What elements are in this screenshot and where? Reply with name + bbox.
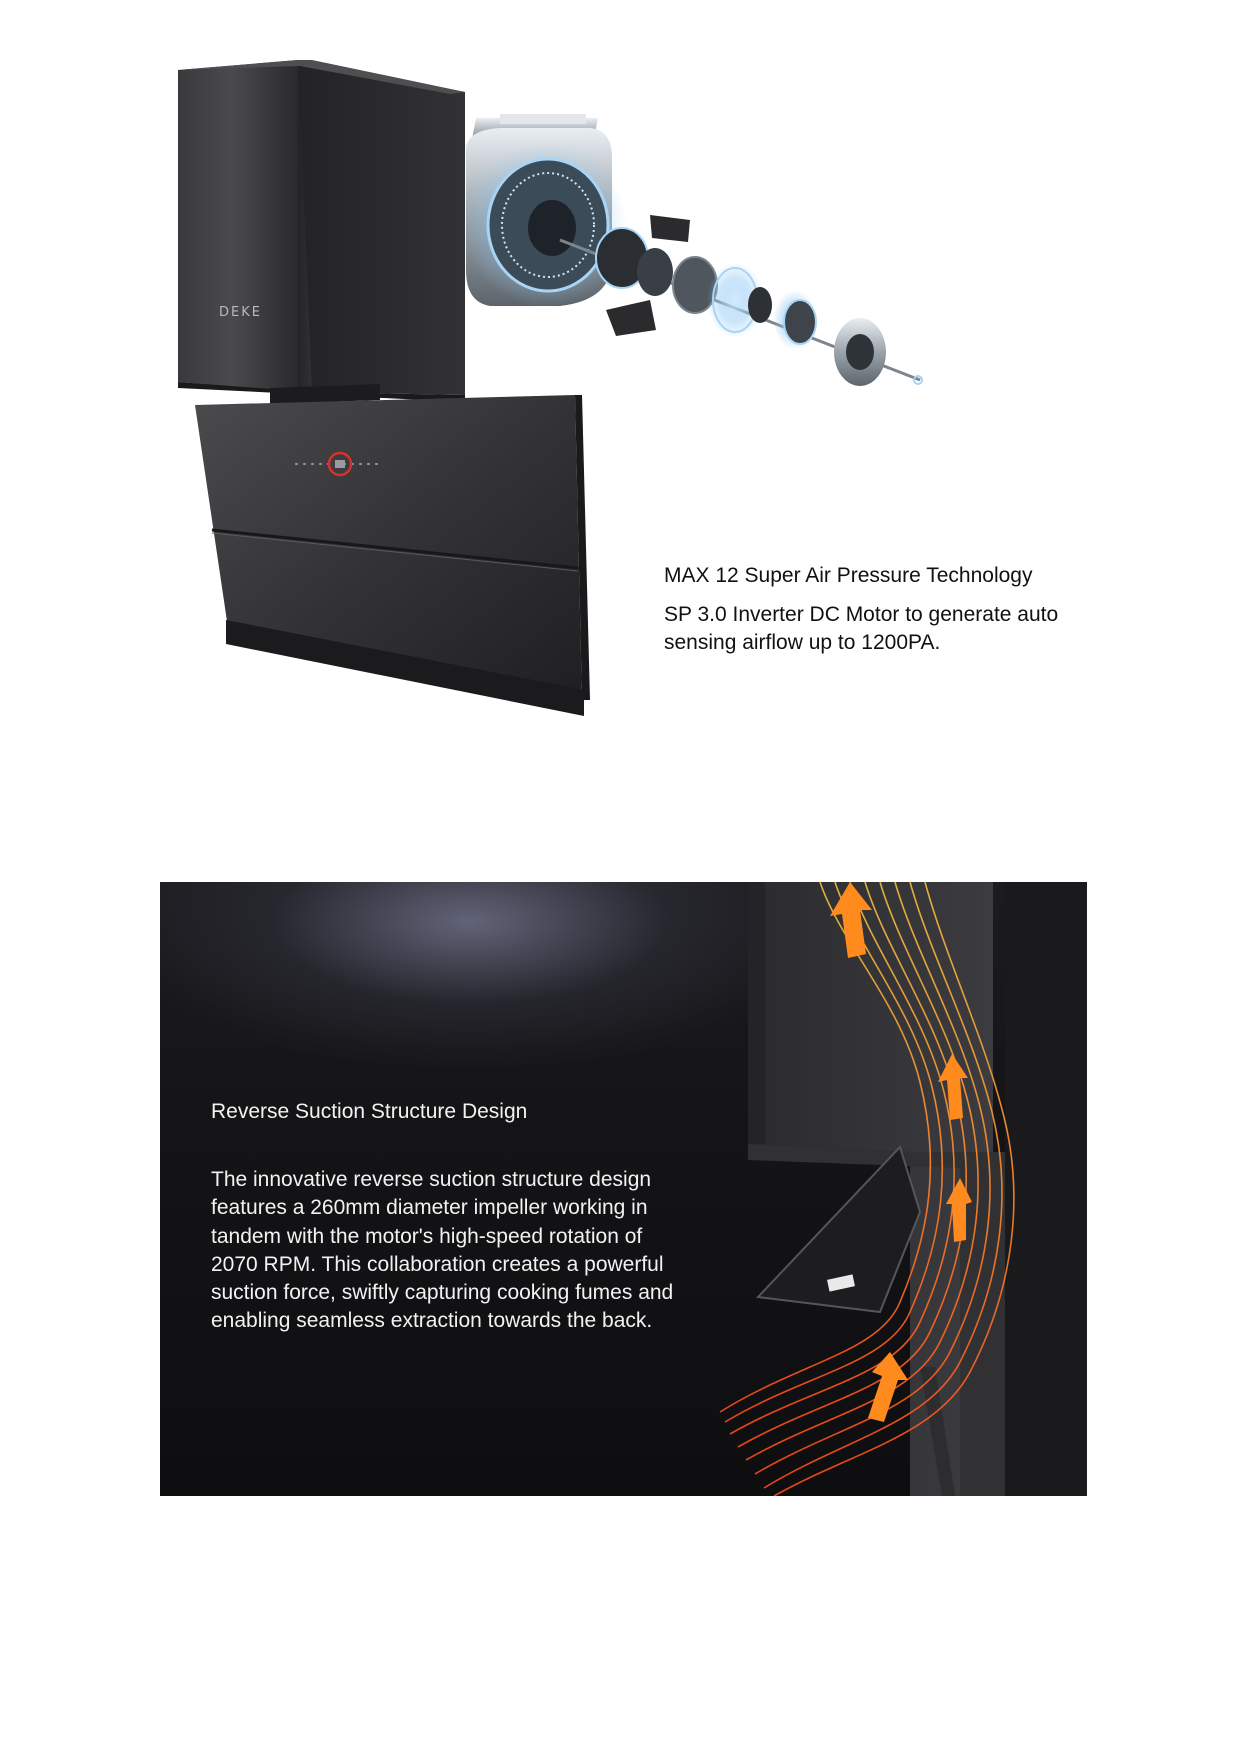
exploded-motor-assembly	[463, 114, 922, 386]
hood-front-panel	[195, 395, 590, 716]
up-arrow-icon	[868, 1352, 908, 1422]
section-heading-air-pressure: MAX 12 Super Air Pressure Technology	[664, 564, 1033, 587]
section-body-air-pressure: SP 3.0 Inverter DC Motor to generate auto sensing airflow up to 1200PA.	[664, 603, 1059, 654]
hood-chimney	[178, 60, 465, 402]
reverse-suction-panel	[160, 882, 1087, 1496]
brand-logo: DEKE	[219, 305, 262, 320]
section-body-reverse-suction: The innovative reverse suction structure design features a 260mm diameter impeller working in tandem with the motor's high-speed rotation of 2070 RPM. This collaboration creates a powerful suction force, swiftly capturing cooking fumes and enabling seamless extraction towards the back.	[211, 1168, 674, 1333]
section-heading-reverse-suction: Reverse Suction Structure Design	[211, 1100, 528, 1123]
